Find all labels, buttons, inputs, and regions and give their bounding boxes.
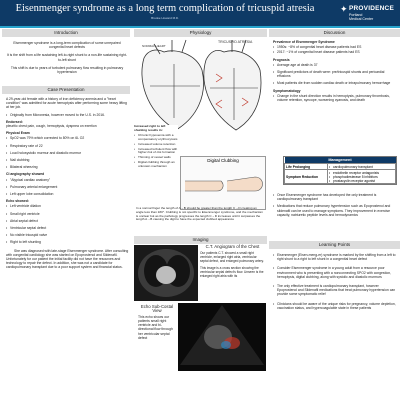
poster-title: Eisenmenger syndrome as a long term complication of tricuspid atresia [15, 3, 315, 14]
endorsed-text: pleuritic chest pain, cough, hemoptysis, dyspnea on exertion [6, 124, 97, 129]
mgmt-item: • phosphodiesterase 5 inhibitors [329, 175, 394, 179]
ct-title: C.T. Angiogram of the Chest [205, 244, 260, 249]
ct-image [134, 245, 198, 301]
effect-item: • Thinning of vessel walls [134, 156, 178, 160]
intro-line: Eisenmenger syndrome is a long-term complication of some unrepaired congenital heart defects [13, 41, 121, 50]
physiology-heading: Physiology [134, 29, 267, 37]
effect-item: • Chronic hypoxemia with a compensatory erythrocytosis [134, 134, 178, 142]
intro-body [6, 41, 128, 74]
clubbing-figure [180, 156, 266, 210]
label-normal-heart: NORMAL HEART [142, 44, 166, 48]
intro-line: It is the shift from a life sustaining left-to-right shunt to a non-life sustaining right-to-left shunt [6, 53, 128, 62]
mgmt-item: • prostacyclin receptor agonist [329, 179, 394, 183]
echo-item: • Small right ventricle [6, 212, 129, 216]
learning-heading: Learning Points [269, 241, 400, 249]
case-origin: • Originally from Micronesia, however moved to the U.S. in 2016. [6, 113, 129, 117]
echo-item: • Left ventricle dilation [6, 204, 129, 208]
endorsed-label: Endorsed: [6, 119, 23, 124]
effect-item: • Increased turbulent flow with higher risk of clot formation [134, 148, 178, 156]
prognosis-item: • Average age at death is 37 [273, 63, 397, 67]
after-item: • Once Eisenmenger syndrome has developed the only treatment is cardiopulmonary transplant [273, 193, 397, 201]
case-heading: Case Presentation [2, 86, 130, 94]
ct-text: Our patients C.T. showed a small right ventricle, enlarged right atria, ventricular septal defect, and enlarged pulmonary artery. [200, 251, 264, 263]
echo-title: Echo Sub-Costal View [140, 304, 174, 314]
echo-caption [138, 305, 176, 340]
symptom-label: Symptomatology [273, 88, 301, 93]
effects-title: Increased right to left shunting results in: [134, 124, 166, 132]
label-tricuspid-atresia: TRICUSPID ATRESIA [218, 40, 253, 44]
logo-text: PROVIDENCE [349, 5, 394, 12]
imaging-heading: Imaging [134, 236, 267, 244]
case-body [6, 97, 129, 270]
column-right [269, 29, 400, 400]
clubbing-drawing [181, 163, 265, 201]
learning-point: • The only effective treatment is cardiopulmonary transplant, however Epoprostenol and Sildenafil medications that treat pulmonary hypertension can provide some symptomatic relief [273, 284, 397, 297]
prognosis-label: Prognosis [273, 57, 290, 62]
echo-item: • Atrial septal defect [6, 219, 129, 223]
mgmt-row-label: Symptom Reduction [285, 170, 328, 184]
learning-body [273, 253, 397, 310]
case-intro: A 29-year-old female with a history of iron deficiency anemia and a "heart condition" was admitted for acute hemoptysis after performing some heavy lifting at her job. [6, 97, 127, 110]
logo-sub-1: Portland [349, 13, 363, 17]
providence-logo [340, 4, 398, 24]
prevalence-label: Prevalence of Eisenmenger Syndrome [273, 40, 335, 44]
exam-item: • Respiratory rate of 22 [6, 144, 129, 148]
exam-item: • Loud holosystolic murmur and diastolic murmur [6, 151, 129, 155]
intro-heading: Introduction [2, 29, 130, 37]
echo-item: • Ventricular septal defect [6, 226, 129, 230]
mgmt-title: Management [285, 157, 396, 164]
mgmt-item: • endothelin receptor antagonists [329, 171, 394, 175]
echo-text: This echo shows our patients small right ventricle and bi-directional flow through her ventricular septal defect [138, 315, 173, 340]
discussion-heading: Discussion [269, 29, 400, 37]
ct-item: • Pulmonary arterial enlargement [6, 185, 129, 189]
exam-item: • Nail clubbing [6, 158, 129, 162]
discussion-after [273, 193, 397, 217]
ct-caption [200, 245, 265, 278]
exam-label: Physical Exam [6, 131, 30, 136]
mgmt-item: • cardiopulmonary transplant [329, 165, 394, 169]
learning-point: • Eisenmenger (Eisen-meng-er) syndrome is marked by the shifting from a left to right shunt to a right to left shunt in a congenital heart defect [273, 253, 397, 261]
learning-point: • Consider Eisenmenger syndrome in a young adult from a resource poor environment who is presenting with a nonconnecting SPO2 with congestion, hemoptysis, digital clubbing, along with systolic and diastolic murmurs [273, 266, 397, 279]
echo-label: Echo showed: [6, 199, 29, 204]
physiology-effects [134, 125, 178, 169]
learning-point: • Clinicians should be aware of the unique risks for pregnancy, volume depletion, vaccination status, and hypercoagulable state in these patients [273, 302, 397, 310]
echo-item: • No visible tricuspid valve [6, 233, 129, 237]
symptom-item: • Change in the shunt direction results in hemoptysis, pulmonary thrombosis, volume retention, syncope, worsening cyanosis, and death [273, 94, 397, 102]
star-icon: ✦ [340, 4, 348, 14]
case-closing: She was diagnosed with late-stage Eisenmenger syndrome. After consulting with congenital cardiology she was started on Epoprostenol and Sildenafil. Unfortunately for our patient the initial facility did not have the resources and technology to repair the defect. In addition, she was not a candidate for cardiopulmonary transplant due to a poor support system and financial status. [6, 248, 129, 270]
prevalence-item: • 1950s: ~8% of congenital heart disease patients had ES [273, 45, 397, 49]
management-table [283, 156, 397, 185]
prevalence-item: • 2017: ~1% of congenital heart disease patients had ES [273, 50, 397, 54]
exam-item: • Bilateral wheezing [6, 165, 129, 169]
column-left [0, 29, 132, 400]
logo-sub-2: Medical Center [349, 17, 374, 21]
echo-item: • Right to left shunting [6, 240, 129, 244]
mgmt-row-label: Life Prolonging [285, 164, 328, 170]
ct-item: • Left upper lobe consolidation [6, 192, 129, 196]
effect-item: • Increased volume retention [134, 143, 178, 147]
ct-text-2: This image is a cross section showing the ventricular septal defect's flow. Unseen is the enlarged right atria with its [200, 266, 264, 278]
intro-line: This shift is due to years of turbulent pulmonary flow resulting in pulmonary hypertension [10, 65, 124, 75]
clubbing-text: In a normal finger the length of A→B should be greater than the length C→D creating an angle less than 180°. Clubbing is not specific to Eisenmenger syndrome, and the mechanism is unclear but as the pathology progresses the length C→D increases until it surpasses the length A→B causing the digit to have the expected clubbed appearance [136, 206, 264, 222]
poster-author: Brooke Howard M.D. [151, 16, 179, 20]
prognosis-item: • Significant predictors of death were: pre/tricuspid shunts and pericardial effusions [273, 70, 397, 78]
ct-item: • "Atypical cardiac anatomy" [6, 178, 129, 182]
ct-label: CI angiography showed [6, 172, 45, 177]
echo-image [178, 303, 266, 371]
poster-header [0, 0, 400, 28]
discussion-body [273, 40, 397, 105]
prognosis-item: • Most patients die from sudden cardiac death or intrapulmonary hemorrhage [273, 81, 397, 85]
exam-item: • SpO2 was 79% which corrected to 80% on 6L O2 [6, 136, 129, 140]
after-item: • Medications that reduce pulmonary hypertension such as Epoprostenol and sildenafil can be used to manage symptoms. They improvement in exercise capacity, natriuretic peptide levels and hemodynamics [273, 204, 397, 217]
clubbing-title: Digital Clubbing [207, 158, 239, 163]
column-middle [134, 29, 267, 400]
effect-item: • Digital clubbing through an unknown mechanism [134, 161, 178, 169]
